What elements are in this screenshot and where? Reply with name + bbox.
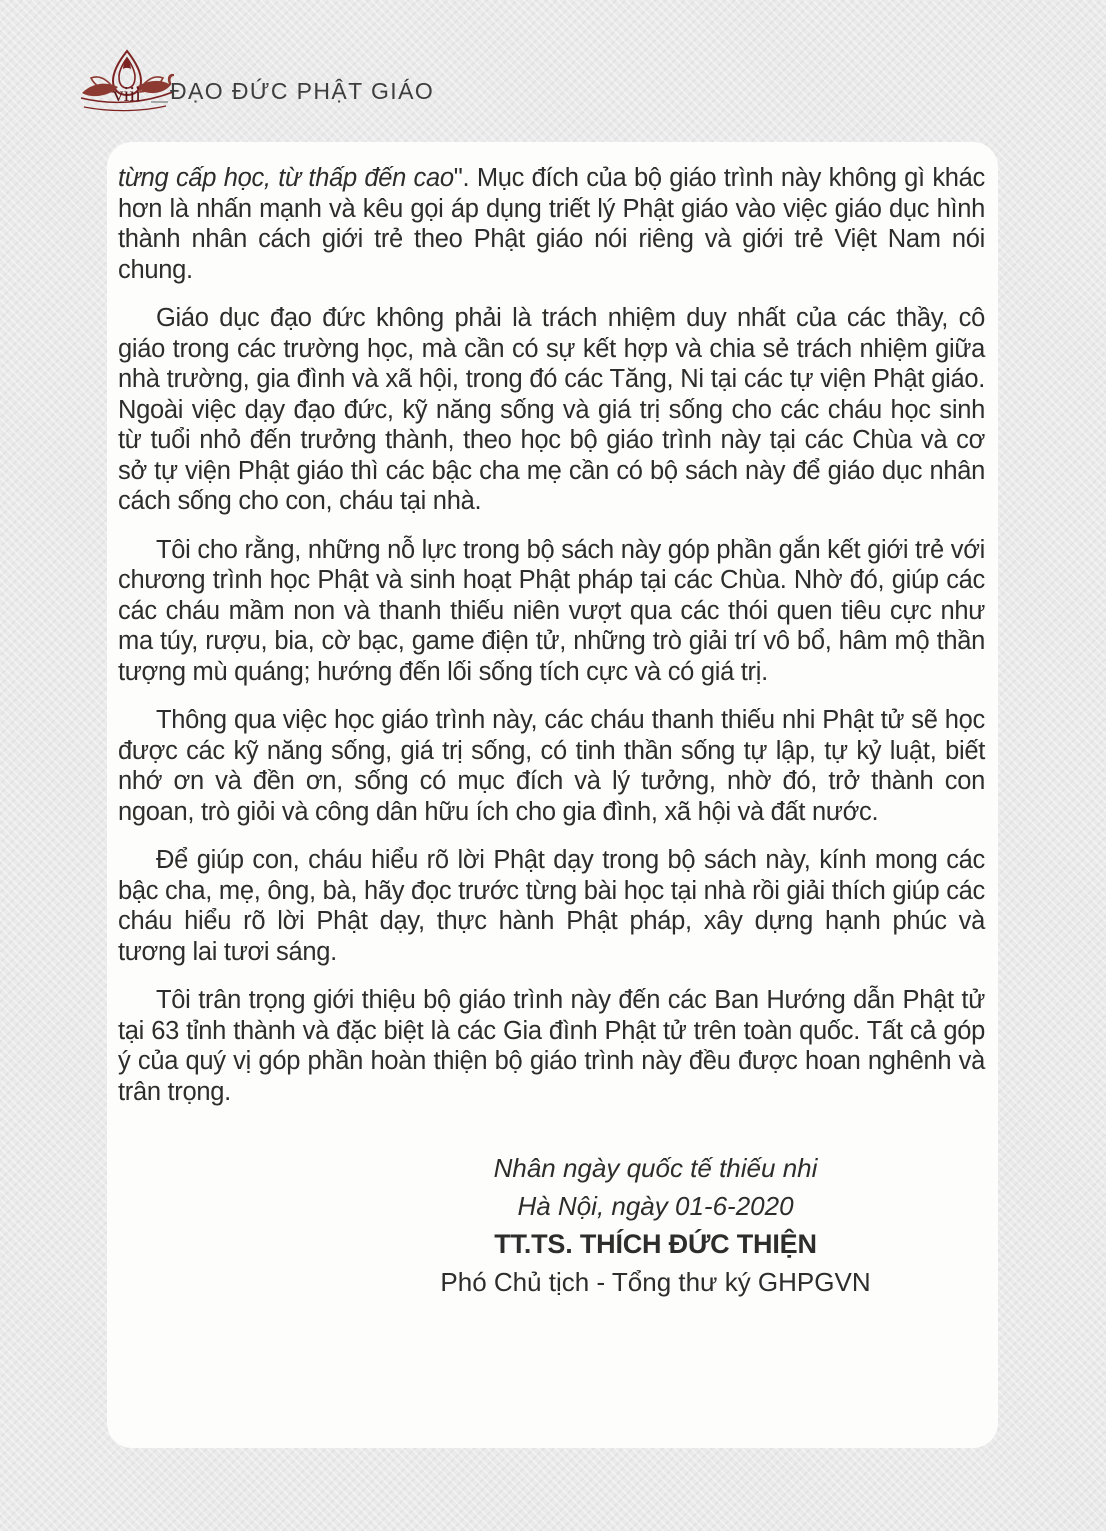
signature-block bbox=[222, 1149, 1089, 1301]
paragraph-5: Để giúp con, cháu hiểu rõ lời Phật dạy trong bộ sách này, kính mong các bậc cha, mẹ, ông, bà, hãy đọc trước từng bài học tại nhà rồi giải thích giúp các cháu hiểu rõ lời Phật dạy, thực hành Phật pháp, xây dựng hạnh phúc và tương lai tươi sáng. bbox=[118, 846, 985, 966]
header-rule bbox=[151, 101, 168, 103]
signature-name: TT.TS. THÍCH ĐỨC THIỆN bbox=[494, 1229, 817, 1259]
paragraph-1-italic-lead: từng cấp học, từ thấp đến cao bbox=[118, 164, 454, 192]
signature-role: Phó Chủ tịch - Tổng thư ký GHPGVN bbox=[440, 1267, 871, 1297]
body-text bbox=[118, 163, 985, 1301]
signature-place-date: Hà Nội, ngày 01-6-2020 bbox=[517, 1191, 794, 1221]
paragraph-2: Giáo dục đạo đức không phải là trách nhiệm duy nhất của các thầy, cô giáo trong các trường học, mà cần có sự kết hợp và chia sẻ trách nhiệm giữa nhà trường, gia đình và xã hội, trong đó các Tăng, Ni tại các tự viện Phật giáo. Ngoài việc dạy đạo đức, kỹ năng sống và giá trị sống cho các cháu học sinh từ tuổi nhỏ đến trưởng thành, theo học bộ giáo trình này tại các Chùa và cơ sở tự viện Phật giáo thì các bậc cha mẹ cần có bộ sách này để giáo dục nhân cách sống cho con, cháu tại nhà. bbox=[118, 304, 985, 515]
running-header-title: ĐẠO ĐỨC PHẬT GIÁO bbox=[170, 78, 435, 104]
content-panel bbox=[107, 142, 998, 1448]
paragraph-3: Tôi cho rằng, những nỗ lực trong bộ sách này góp phần gắn kết giới trẻ với chương trình học Phật và sinh hoạt Phật pháp tại các Chùa. Nhờ đó, giúp các các cháu mầm non và thanh thiếu niên vượt qua các thói quen tiêu cực như ma túy, rượu, bia, cờ bạc, game điện tử, những trò giải trí vô bổ, hâm mộ thần tượng mù quáng; hướng đến lối sống tích cực và có giá trị. bbox=[118, 535, 985, 686]
page-number: viii bbox=[112, 82, 142, 106]
lotus-page-ornament-icon bbox=[80, 48, 176, 114]
paragraph-4: Thông qua việc học giáo trình này, các cháu thanh thiếu nhi Phật tử sẽ học được các kỹ năng sống, giá trị sống, có tinh thần sống tự lập, tự kỷ luật, biết nhớ ơn và đền ơn, sống có mục đích và lý tưởng, nhờ đó, trở thành con ngoan, trò giỏi và công dân hữu ích cho gia đình, xã hội và đất nước. bbox=[118, 706, 985, 826]
paragraph-1 bbox=[118, 163, 985, 285]
signature-occasion: Nhân ngày quốc tế thiếu nhi bbox=[493, 1153, 818, 1183]
paragraph-6: Tôi trân trọng giới thiệu bộ giáo trình này đến các Ban Hướng dẫn Phật tử tại 63 tỉnh thành và đặc biệt là các Gia đình Phật tử trên toàn quốc. Tất cả góp ý của quý vị góp phần hoàn thiện bộ giáo trình này đều được hoan nghênh và trân trọng. bbox=[118, 986, 985, 1106]
paragraph-1-rest: ". Mục đích của bộ giáo trình này không gì khác hơn là nhấn mạnh và kêu gọi áp dụng triết lý Phật giáo vào việc giáo dục hình thành nhân cách giới trẻ theo Phật giáo nói riêng và giới trẻ Việt Nam nói chung. bbox=[118, 164, 985, 284]
